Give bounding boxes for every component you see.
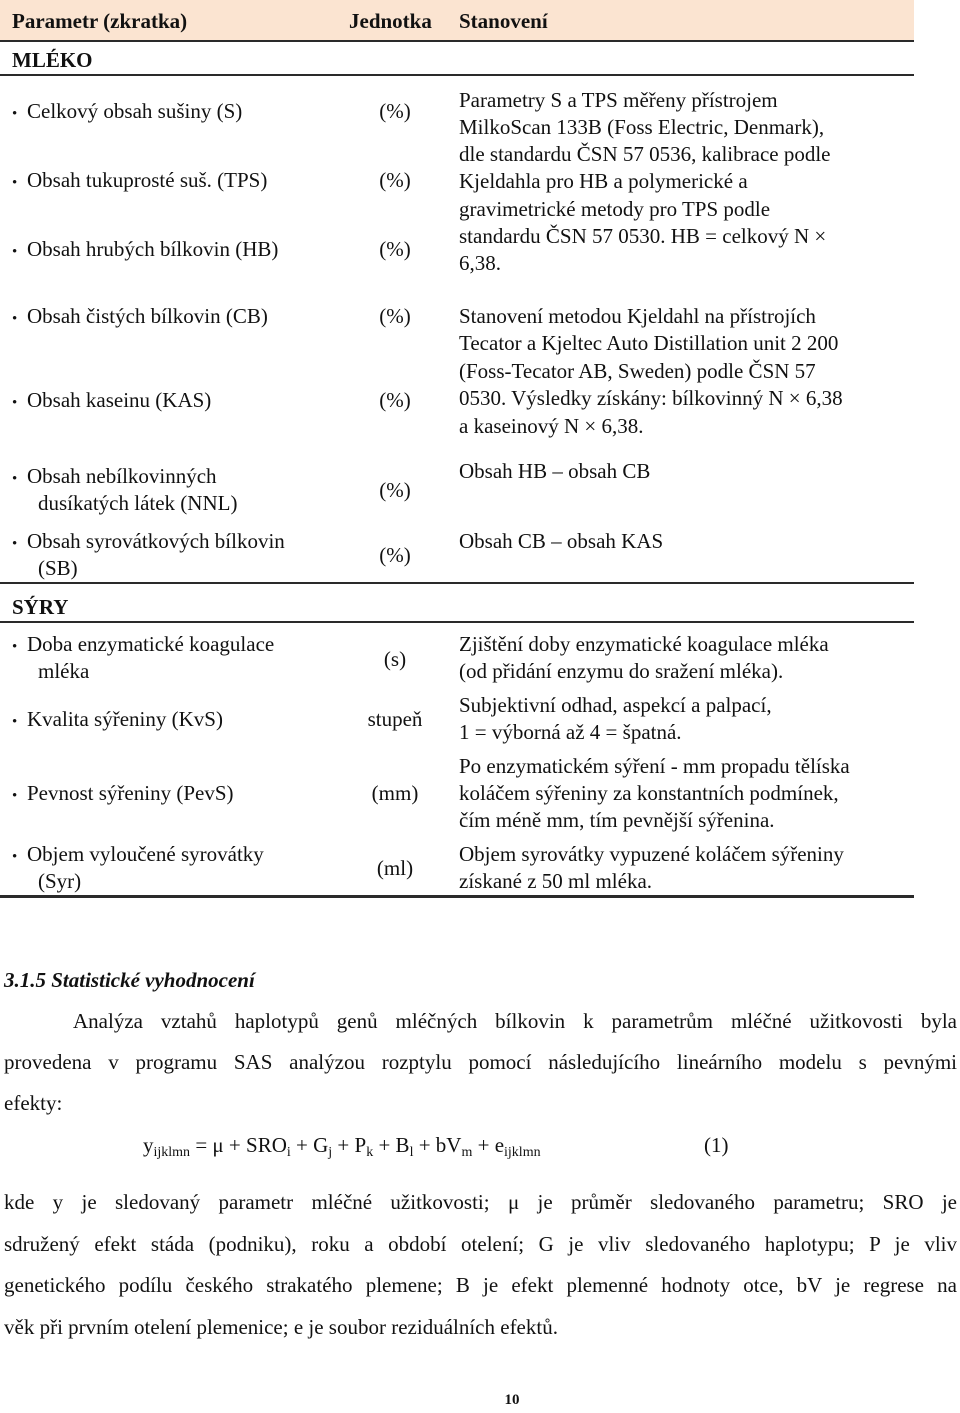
explanation-line: věk při prvním otelení plemenice; e je soubor reziduálních efektů. (4, 1315, 558, 1339)
param-name: Obsah nebílkovinných (27, 464, 217, 488)
explanation-line: genetického podílu českého strakatého plemene; B je efekt plemenné hodnoty otce, bV je regrese na (4, 1273, 957, 1297)
param-name: Obsah kaseinu (KAS) (27, 388, 212, 412)
method-line: koláčem sýřeniny za konstantních podmínek, (459, 781, 839, 805)
param-unit: (%) (379, 304, 411, 328)
param-name: Pevnost sýřeniny (PevS) (27, 781, 234, 805)
param-name-cont: (SB) (38, 556, 78, 580)
bullet-icon: • (12, 244, 18, 260)
method-line: Tecator a Kjeltec Auto Distillation unit 2 200 (459, 331, 839, 355)
bullet-icon: • (12, 714, 18, 730)
param-unit: (%) (379, 168, 411, 192)
method-line: gravimetrické metody pro TPS podle (459, 197, 771, 221)
method-line: Objem syrovátky vypuzené koláčem sýřeniny (459, 842, 844, 866)
method-line: Obsah HB – obsah CB (459, 459, 651, 483)
param-unit: (mm) (371, 781, 419, 805)
method-line: Zjištění doby enzymatické koagulace mléka (459, 632, 829, 656)
bullet-icon: • (12, 849, 18, 865)
method-line: Subjektivní odhad, aspekcí a palpací, (459, 693, 772, 717)
param-unit: (%) (379, 478, 411, 502)
section-cheese-rule-top (0, 582, 914, 584)
mu-symbol: μ (212, 1133, 224, 1157)
table-bottom-rule (0, 895, 914, 898)
intro-line: efekty: (4, 1091, 63, 1115)
bullet-icon: • (12, 175, 18, 191)
method-line: MilkoScan 133B (Foss Electric, Denmark), (459, 115, 825, 139)
param-unit: (%) (379, 237, 411, 261)
section-milk-rule (0, 74, 914, 76)
method-line: Stanovení metodou Kjeldahl na přístrojích (459, 304, 816, 328)
param-name: Obsah čistých bílkovin (CB) (27, 304, 268, 328)
bullet-icon: • (12, 395, 18, 411)
param-name: Celkový obsah sušiny (S) (27, 99, 243, 123)
bullet-icon: • (12, 106, 18, 122)
param-name: Doba enzymatické koagulace (27, 632, 275, 656)
method-line: získané z 50 ml mléka. (459, 869, 653, 893)
section-milk: MLÉKO (12, 48, 93, 72)
param-name-cont: mléka (38, 659, 90, 683)
param-name-cont: (Syr) (38, 869, 82, 893)
section-cheese-rule (0, 621, 914, 623)
param-name: Kvalita sýřeniny (KvS) (27, 707, 223, 731)
param-name-cont: dusíkatých látek (NNL) (38, 491, 238, 515)
intro-line: provedena v programu SAS analýzou rozptylu pomocí následujícího lineárního modelu s pevnými (4, 1050, 957, 1074)
param-unit: stupeň (367, 707, 423, 731)
method-line: 0530. Výsledky získány: bílkovinný N × 6,38 (459, 386, 843, 410)
section-cheese: SÝRY (12, 595, 69, 619)
method-line: 1 = výborná až 4 = špatná. (459, 720, 682, 744)
method-line: Kjeldahla pro HB a polymerické a (459, 169, 748, 193)
model-equation: $y_{ijklmn} = \mu + SRO_i + G_j + P_k + B_l + bV_m + e_{ijklmn}$ (143, 1133, 541, 1160)
method-line: standardu ČSN 57 0530. HB = celkový N × (459, 224, 827, 248)
param-name: Objem vyloučené syrovátky (27, 842, 264, 866)
param-unit: (%) (379, 543, 411, 567)
param-name: Obsah tukuprosté suš. (TPS) (27, 168, 268, 192)
method-line: a kaseinový N × 6,38. (459, 414, 644, 438)
section-heading: 3.1.5 Statistické vyhodnocení (4, 968, 255, 992)
explanation-line: kde y je sledovaný parametr mléčné užitkovosti; μ je průměr sledovaného parametru; SRO je (4, 1190, 957, 1214)
method-line: Obsah CB – obsah KAS (459, 529, 664, 553)
intro-line: Analýza vztahů haplotypů genů mléčných bílkovin k parametrům mléčné užitkovosti byla (73, 1009, 957, 1033)
method-line: (Foss-Tecator AB, Sweden) podle ČSN 57 (459, 359, 816, 383)
param-unit: (s) (383, 647, 407, 671)
method-line: Po enzymatickém sýření - mm propadu tělíska (459, 754, 850, 778)
bullet-icon: • (12, 536, 18, 552)
method-line: čím méně mm, tím pevnější sýřenina. (459, 808, 775, 832)
param-name: Obsah syrovátkových bílkovin (27, 529, 285, 553)
page-number: 10 (504, 1392, 520, 1408)
param-unit: (%) (379, 99, 411, 123)
bullet-icon: • (12, 639, 18, 655)
param-name: Obsah hrubých bílkovin (HB) (27, 237, 279, 261)
method-line: (od přidání enzymu do sražení mléka). (459, 659, 784, 683)
header-method: Stanovení (459, 9, 548, 33)
param-unit: (ml) (376, 856, 414, 880)
equation-number: (1) (704, 1133, 729, 1157)
header-parameter: Parametr (zkratka) (12, 9, 188, 33)
bullet-icon: • (12, 471, 18, 487)
method-line: dle standardu ČSN 57 0536, kalibrace podle (459, 142, 831, 166)
bullet-icon: • (12, 788, 18, 804)
method-line: Parametry S a TPS měřeny přístrojem (459, 88, 778, 112)
header-unit: Jednotka (349, 9, 432, 33)
explanation-line: sdružený efekt stáda (podniku), roku a období otelení; G je vliv sledovaného haplotypu; P je vliv (4, 1232, 957, 1256)
method-line: 6,38. (459, 251, 501, 275)
header-rule (0, 40, 914, 42)
param-unit: (%) (379, 388, 411, 412)
bullet-icon: • (12, 311, 18, 327)
